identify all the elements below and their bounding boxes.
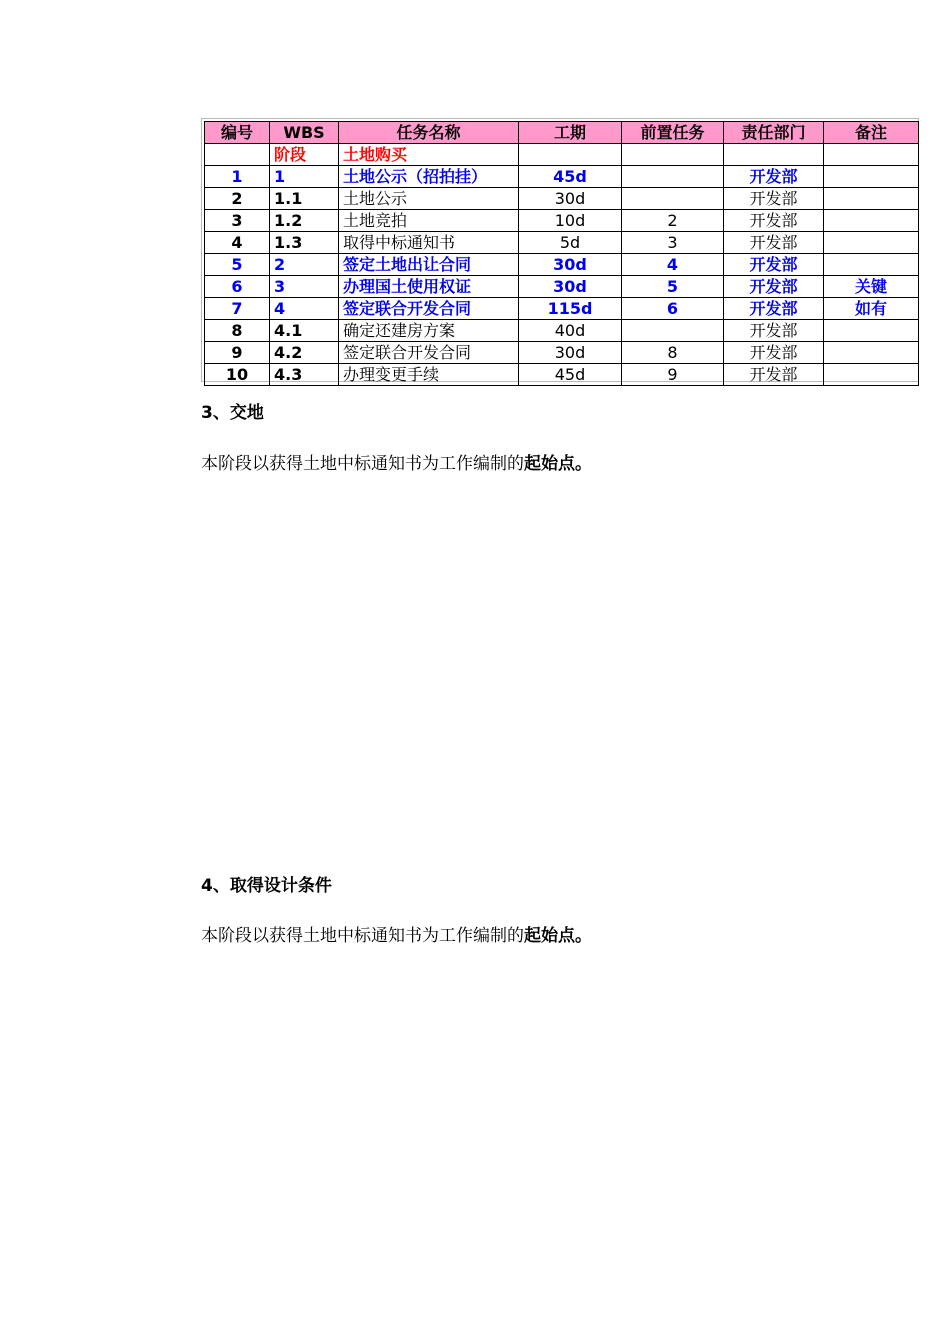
table-row — [205, 298, 919, 320]
cell-wbs: 1.1 — [270, 188, 339, 210]
table-row — [205, 276, 919, 298]
header-predecessor: 前置任务 — [622, 122, 724, 144]
cell-duration — [519, 144, 622, 166]
section-4-paragraph — [201, 921, 592, 946]
cell-no — [205, 144, 270, 166]
cell-wbs: 1 — [270, 166, 339, 188]
cell-no: 3 — [205, 210, 270, 232]
cell-wbs: 1.2 — [270, 210, 339, 232]
table-row — [205, 254, 919, 276]
header-task-name: 任务名称 — [339, 122, 519, 144]
header-note: 备注 — [824, 122, 919, 144]
cell-department: 开发部 — [724, 188, 824, 210]
table-row — [205, 188, 919, 210]
cell-task-name: 办理变更手续 — [339, 364, 519, 386]
cell-task-name: 签定联合开发合同 — [339, 298, 519, 320]
cell-department: 开发部 — [724, 254, 824, 276]
cell-task-name: 签定土地出让合同 — [339, 254, 519, 276]
cell-wbs: 4 — [270, 298, 339, 320]
table-row — [205, 166, 919, 188]
cell-task-name: 签定联合开发合同 — [339, 342, 519, 364]
cell-department: 开发部 — [724, 232, 824, 254]
table-header-row — [205, 122, 919, 144]
cell-predecessor: 8 — [622, 342, 724, 364]
table-body — [205, 144, 919, 386]
cell-note: 如有 — [824, 298, 919, 320]
cell-predecessor: 3 — [622, 232, 724, 254]
cell-predecessor — [622, 144, 724, 166]
cell-note — [824, 210, 919, 232]
cell-note — [824, 364, 919, 386]
cell-predecessor: 9 — [622, 364, 724, 386]
cell-duration: 30d — [519, 276, 622, 298]
cell-duration: 115d — [519, 298, 622, 320]
cell-no: 10 — [205, 364, 270, 386]
cell-duration: 10d — [519, 210, 622, 232]
cell-note — [824, 232, 919, 254]
cell-department: 开发部 — [724, 276, 824, 298]
cell-note — [824, 254, 919, 276]
cell-no: 6 — [205, 276, 270, 298]
cell-task-name: 确定还建房方案 — [339, 320, 519, 342]
cell-duration: 30d — [519, 254, 622, 276]
section-3-text: 本阶段以获得土地中标通知书为工作编制的 — [201, 454, 524, 474]
cell-note — [824, 188, 919, 210]
cell-predecessor: 2 — [622, 210, 724, 232]
header-department: 责任部门 — [724, 122, 824, 144]
cell-duration: 40d — [519, 320, 622, 342]
cell-duration: 45d — [519, 166, 622, 188]
section-3-text-bold: 起始点。 — [524, 454, 592, 474]
table-row — [205, 320, 919, 342]
wbs-table-container — [201, 118, 919, 382]
cell-duration: 5d — [519, 232, 622, 254]
header-no: 编号 — [205, 122, 270, 144]
cell-department: 开发部 — [724, 320, 824, 342]
table-row — [205, 144, 919, 166]
cell-duration: 30d — [519, 188, 622, 210]
section-4-heading: 4、取得设计条件 — [201, 876, 332, 896]
cell-duration: 45d — [519, 364, 622, 386]
cell-department — [724, 144, 824, 166]
cell-note — [824, 144, 919, 166]
cell-predecessor — [622, 166, 724, 188]
cell-task-name: 土地竞拍 — [339, 210, 519, 232]
cell-no: 4 — [205, 232, 270, 254]
cell-task-name: 土地购买 — [339, 144, 519, 166]
cell-note — [824, 342, 919, 364]
cell-task-name: 办理国土使用权证 — [339, 276, 519, 298]
cell-task-name: 土地公示 — [339, 188, 519, 210]
cell-predecessor: 4 — [622, 254, 724, 276]
cell-department: 开发部 — [724, 342, 824, 364]
cell-predecessor — [622, 320, 724, 342]
cell-no: 2 — [205, 188, 270, 210]
section-4-text-bold: 起始点。 — [524, 926, 592, 946]
cell-predecessor — [622, 188, 724, 210]
header-duration: 工期 — [519, 122, 622, 144]
cell-note — [824, 320, 919, 342]
cell-no: 5 — [205, 254, 270, 276]
table-row — [205, 210, 919, 232]
cell-wbs: 2 — [270, 254, 339, 276]
cell-task-name: 土地公示（招拍挂） — [339, 166, 519, 188]
cell-department: 开发部 — [724, 364, 824, 386]
cell-wbs: 3 — [270, 276, 339, 298]
table-row — [205, 364, 919, 386]
cell-no: 8 — [205, 320, 270, 342]
cell-note — [824, 166, 919, 188]
cell-no: 7 — [205, 298, 270, 320]
cell-predecessor: 5 — [622, 276, 724, 298]
wbs-table — [204, 121, 919, 386]
cell-department: 开发部 — [724, 166, 824, 188]
cell-wbs: 1.3 — [270, 232, 339, 254]
cell-no: 9 — [205, 342, 270, 364]
cell-task-name: 取得中标通知书 — [339, 232, 519, 254]
cell-wbs: 4.3 — [270, 364, 339, 386]
section-3-paragraph — [201, 449, 592, 474]
table-row — [205, 232, 919, 254]
cell-wbs: 4.2 — [270, 342, 339, 364]
cell-wbs: 4.1 — [270, 320, 339, 342]
section-3-heading: 3、交地 — [201, 403, 264, 423]
cell-duration: 30d — [519, 342, 622, 364]
section-4-text: 本阶段以获得土地中标通知书为工作编制的 — [201, 926, 524, 946]
cell-no: 1 — [205, 166, 270, 188]
table-row — [205, 342, 919, 364]
cell-department: 开发部 — [724, 210, 824, 232]
cell-note: 关键 — [824, 276, 919, 298]
cell-wbs: 阶段 — [270, 144, 339, 166]
header-wbs: WBS — [270, 122, 339, 144]
cell-predecessor: 6 — [622, 298, 724, 320]
cell-department: 开发部 — [724, 298, 824, 320]
